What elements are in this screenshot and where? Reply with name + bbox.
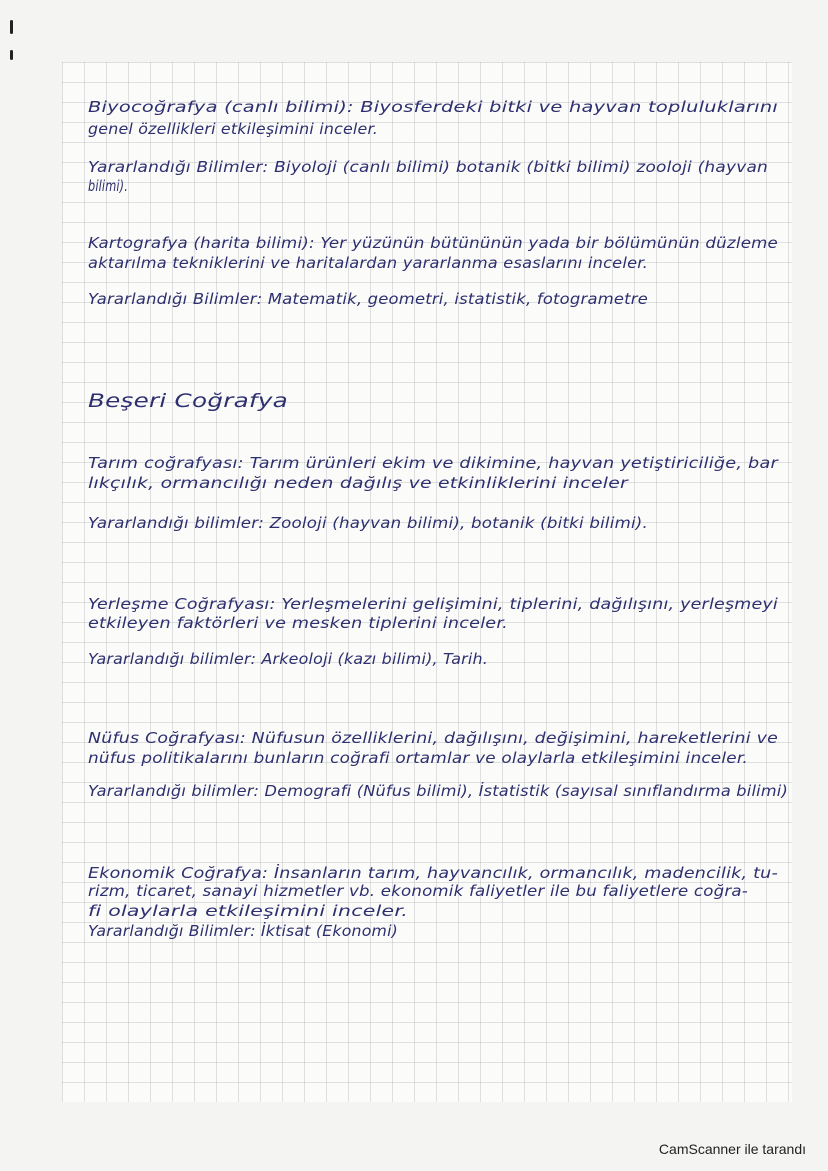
nufus-line: nüfus politikalarını bunların coğrafi ortamlar ve olaylarla etkileşimini inceler. xyxy=(88,749,748,767)
kartografya-line: aktarılma tekniklerini ve haritalardan yararlanma esaslarını inceler. xyxy=(88,254,648,272)
biyocografya-bilimler-line: Yararlandığı Bilimler: Biyoloji (canlı bilimi) botanik (bitki bilimi) zooloji (hayvan xyxy=(88,158,768,176)
tarim-bilimler-line: Yararlandığı bilimler: Zooloji (hayvan bilimi), botanik (bitki bilimi). xyxy=(88,514,648,532)
biyocografya-line: Biyocoğrafya (canlı bilimi): Biyosferdeki bitki ve hayvan topluluklarını xyxy=(88,98,778,116)
kartografya-bilimler-line: Yararlandığı Bilimler: Matematik, geometri, istatistik, fotogrametre xyxy=(88,290,648,308)
ekonomik-line: Ekonomik Coğrafya: İnsanların tarım, hayvancılık, ormancılık, madencilik, tu- xyxy=(88,864,778,882)
biyocografya-bilimler-line: bilimi). xyxy=(88,177,128,195)
nufus-bilimler-line: Yararlandığı bilimler: Demografi (Nüfus bilimi), İstatistik (sayısal sınıflandırma bilimi) xyxy=(88,782,788,800)
biyocografya-line: genel özellikleri etkileşimini inceler. xyxy=(88,120,378,138)
ekonomik-line: fi olaylarla etkileşimini inceler. xyxy=(88,902,408,920)
notebook-page xyxy=(62,62,792,1102)
yerlesme-line: etkileyen faktörleri ve mesken tiplerini inceler. xyxy=(88,614,508,632)
nufus-line: Nüfus Coğrafyası: Nüfusun özelliklerini, dağılışını, değişimini, hareketlerini ve xyxy=(88,729,778,747)
scanner-watermark: CamScanner ile tarandı xyxy=(658,1141,806,1157)
ekonomik-line: rizm, ticaret, sanayi hizmetler vb. ekonomik faliyetler ile bu faliyetlere coğra- xyxy=(88,882,748,900)
scan-edge-mark xyxy=(10,20,13,34)
tarim-line: lıkçılık, ormancılığı neden dağılış ve etkinliklerini inceler xyxy=(88,474,628,492)
beseri-title-line: Beşeri Coğrafya xyxy=(88,390,288,412)
yerlesme-bilimler-line: Yararlandığı bilimler: Arkeoloji (kazı bilimi), Tarih. xyxy=(88,650,489,668)
ekonomik-bilimler-line: Yararlandığı Bilimler: İktisat (Ekonomi) xyxy=(88,922,398,940)
scan-edge-mark xyxy=(10,50,13,60)
tarim-line: Tarım coğrafyası: Tarım ürünleri ekim ve dikimine, hayvan yetiştiriciliğe, bar xyxy=(88,454,778,472)
kartografya-line: Kartografya (harita bilimi): Yer yüzünün bütününün yada bir bölümünün düzleme xyxy=(88,234,778,252)
yerlesme-line: Yerleşme Coğrafyası: Yerleşmelerini gelişimini, tiplerini, dağılışını, yerleşmeyi xyxy=(88,595,779,613)
